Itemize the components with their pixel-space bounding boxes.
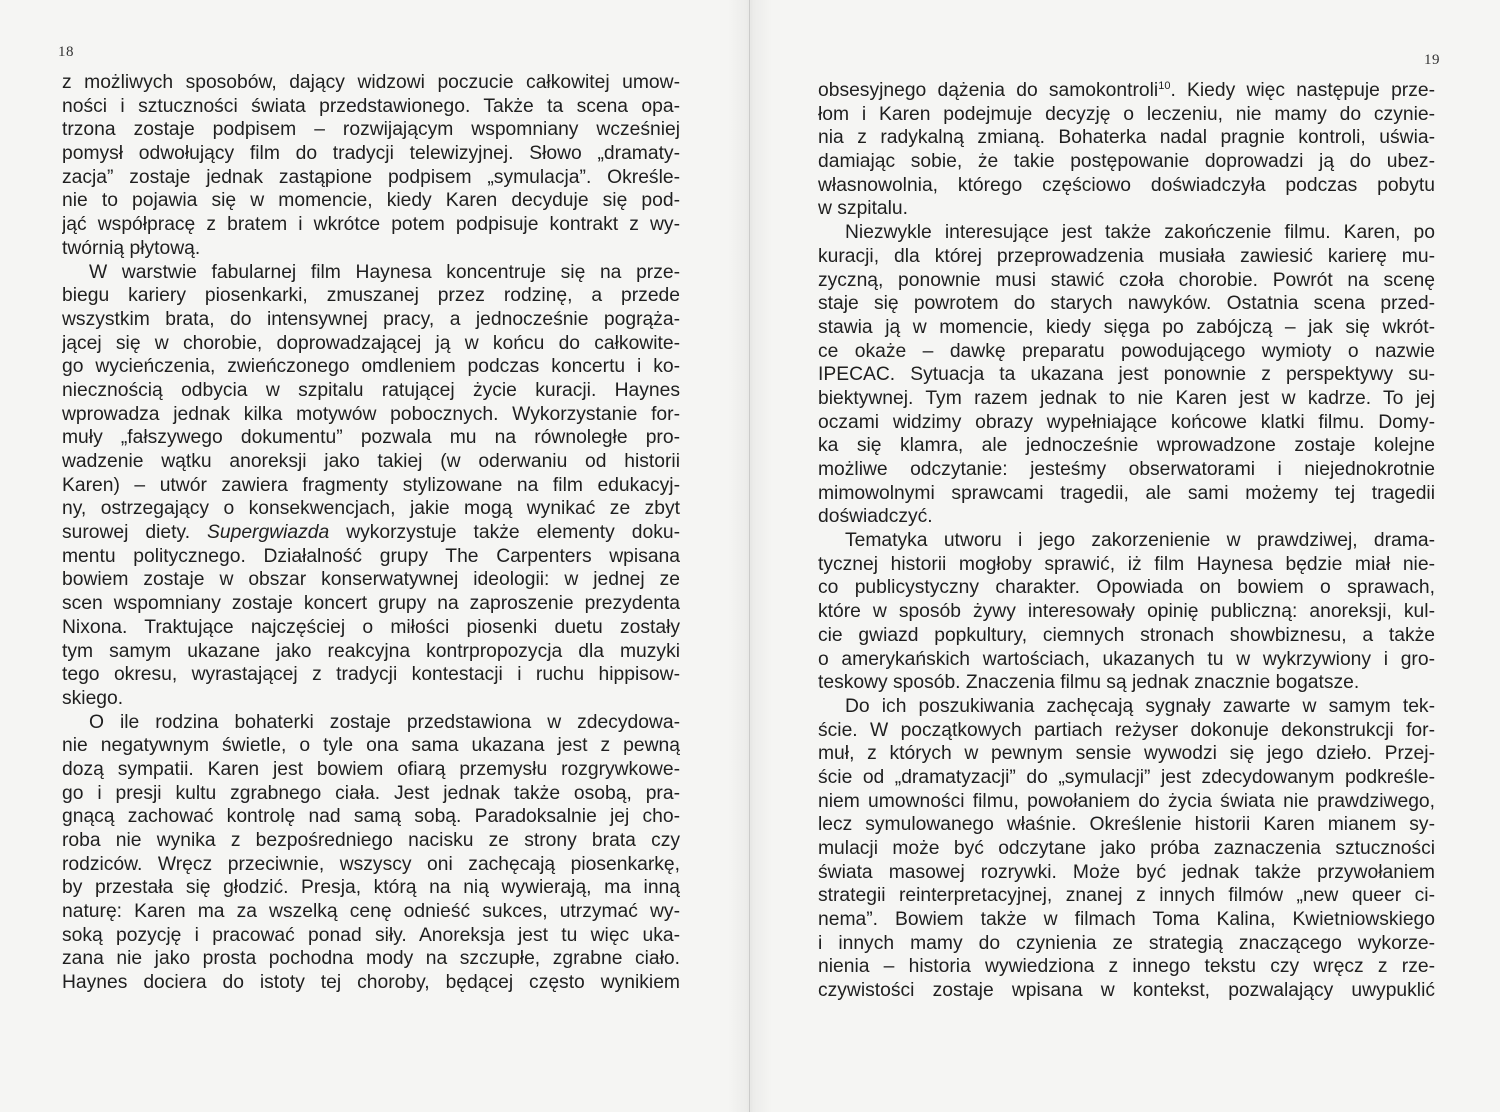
text-line bbox=[818, 387, 1435, 411]
text-line bbox=[62, 450, 680, 474]
text-line bbox=[818, 269, 1435, 293]
text-line bbox=[818, 955, 1435, 979]
text-run: bowiem zostaje w obszar konserwatywnej ideologii: w jednej ze bbox=[62, 569, 680, 591]
text-line bbox=[62, 379, 680, 403]
text-run: zyczną, ponownie musi stawić czoła chorobie. Powrót na scenę bbox=[818, 269, 1435, 291]
text-line bbox=[62, 876, 680, 900]
text-run: surowej diety. bbox=[62, 522, 208, 544]
page-number: 18 bbox=[58, 44, 74, 60]
text-line bbox=[62, 71, 680, 95]
text-line bbox=[818, 316, 1435, 340]
text-run: Karen) – utwór zawiera fragmenty stylizowane na film edukacyj- bbox=[62, 474, 680, 496]
text-line bbox=[62, 403, 680, 427]
text-run: wadzenie wątku anoreksji jako takiej (w oderwaniu od historii bbox=[62, 451, 680, 472]
text-run: ście. W początkowych partiach reżyser dokonuje dekonstrukcji for- bbox=[818, 719, 1435, 741]
text-line bbox=[818, 576, 1435, 600]
text-line bbox=[818, 932, 1435, 956]
text-run: tycznej historii mogłoby sprawić, iż film Haynesa będzie miał nie- bbox=[818, 553, 1435, 575]
text-run: w szpitalu. bbox=[818, 198, 909, 220]
text-line bbox=[62, 947, 680, 971]
text-run: lecz symulowanego właśnie. Określenie historii Karen mianem sy- bbox=[818, 814, 1435, 836]
text-run: ce okaże – dawkę preparatu powodującego wymioty o nazwie bbox=[818, 340, 1435, 362]
text-line bbox=[62, 592, 680, 616]
text-run: skiego. bbox=[62, 687, 124, 709]
text-run: Nixona. Traktujące najczęściej o miłości piosenki duetu zostały bbox=[62, 616, 680, 638]
text-run: muł, z których w pewnym sensie wywodzi się jego dzieło. Przej- bbox=[818, 743, 1435, 765]
text-line bbox=[62, 758, 680, 782]
text-line bbox=[818, 505, 1435, 529]
text-run: biegu kariery piosenkarki, zmuszanej przez rodzinę, a przede bbox=[62, 285, 680, 307]
text-run: W warstwie fabularnej film Haynesa koncentruje się na prze- bbox=[89, 261, 680, 283]
text-line bbox=[818, 861, 1435, 885]
text-line bbox=[62, 521, 680, 545]
text-run: możliwe odczytanie: jesteśmy obserwatorami i niejednokrotnie bbox=[818, 459, 1435, 480]
text-run: ka się klamra, ale jednocześnie wprowadzone zostaje kolejne bbox=[818, 435, 1435, 457]
text-line bbox=[62, 474, 680, 498]
page-number: 19 bbox=[1424, 52, 1440, 68]
text-run: O ile rodzina bohaterki zostaje przedstawiona w zdecydowa- bbox=[89, 711, 680, 733]
text-run: mentu politycznego. Działalność grupy The Carpenters wpisana bbox=[62, 545, 680, 567]
text-line bbox=[818, 624, 1435, 648]
text-line bbox=[818, 695, 1435, 719]
text-line bbox=[62, 971, 680, 995]
text-run: wykorzystuje także elementy doku- bbox=[329, 522, 680, 544]
text-line bbox=[62, 900, 680, 924]
text-line bbox=[818, 292, 1435, 316]
text-line bbox=[818, 103, 1435, 127]
text-line bbox=[818, 766, 1435, 790]
text-run: jącej się w chorobie, doprowadzającej ją w końcu do całkowite- bbox=[62, 332, 680, 354]
text-line bbox=[62, 782, 680, 806]
text-line bbox=[818, 884, 1435, 908]
text-line bbox=[62, 924, 680, 948]
text-line bbox=[62, 261, 680, 285]
text-run: IPECAC. Sytuacja ta ukazana jest ponownie z perspektywy su- bbox=[818, 364, 1435, 386]
text-run: Do ich poszukiwania zachęcają sygnały zawarte w samym tek- bbox=[845, 695, 1435, 717]
text-line bbox=[62, 166, 680, 190]
text-line bbox=[818, 363, 1435, 387]
text-line bbox=[818, 790, 1435, 814]
text-run: cie gwiazd popkultury, ciemnych stronach showbiznesu, a także bbox=[818, 624, 1435, 646]
text-line bbox=[818, 813, 1435, 837]
text-line bbox=[818, 434, 1435, 458]
text-run: ście od „dramatyzacji” do „symulacji” jest zdecydowanym podkreśle- bbox=[818, 766, 1435, 788]
text-run: ności i sztuczności świata przedstawionego. Także ta scena opa- bbox=[62, 95, 680, 117]
text-run: naturę: Karen ma za wszelką cenę odnieść sukces, utrzymać wy- bbox=[62, 901, 680, 923]
text-line bbox=[62, 616, 680, 640]
text-line bbox=[62, 687, 680, 711]
text-run: tego okresu, wyrastającej z tradycji kontestacji i ruchu hippisow- bbox=[62, 664, 680, 686]
text-line bbox=[818, 411, 1435, 435]
text-run: nia z radykalną zmianą. Bohaterka nadal pragnie kontroli, uświa- bbox=[818, 127, 1435, 149]
text-line bbox=[62, 568, 680, 592]
text-line bbox=[62, 355, 680, 379]
text-run: doświadczyć. bbox=[818, 506, 933, 528]
text-run: obsesyjnego dążenia do samokontroli bbox=[818, 80, 1159, 101]
text-run: . Kiedy więc następuje prze- bbox=[1170, 80, 1435, 101]
text-line bbox=[62, 829, 680, 853]
text-run: ny, ostrzegający o konsekwencjach, jakie mogą wynikać ze zbyt bbox=[62, 498, 680, 520]
text-run: tym samym ukazane jako reakcyjna kontrpropozycja dla muzyki bbox=[62, 640, 680, 662]
text-line bbox=[62, 497, 680, 521]
footnote-marker: 10 bbox=[1158, 80, 1171, 92]
text-run: świata masowej rozrywki. Może być jednak także przywołaniem bbox=[818, 861, 1435, 883]
text-run: Tematyka utworu i jego zakorzenienie w prawdziwej, drama- bbox=[845, 530, 1435, 552]
text-run: teskowy sposób. Znaczenia filmu są jednak znacznie bogatsze. bbox=[818, 672, 1360, 694]
text-run: zana nie jako prosta pochodna mody na szczupłe, zgrabne ciało. bbox=[62, 948, 680, 970]
text-run: dozą sympatii. Karen jest bowiem ofiarą przemysłu rozgrywkowe- bbox=[62, 758, 680, 780]
text-run: roba nie wynika z bezpośredniego nacisku ze strony brata czy bbox=[62, 830, 680, 851]
text-line bbox=[818, 837, 1435, 861]
text-run: biektywnej. Tym razem jednak to nie Karen jest w kadrze. To jej bbox=[818, 387, 1435, 409]
text-run: strategii reinterpretacyjnej, znanej z innych filmów „new queer ci- bbox=[818, 885, 1435, 907]
text-line bbox=[818, 340, 1435, 364]
text-run: Niezwykle interesujące jest także zakończenie filmu. Karen, po bbox=[845, 222, 1435, 244]
text-run: niecznością odbycia w szpitalu ratującej życie kuracji. Haynes bbox=[62, 379, 680, 401]
text-run: łom i Karen podejmuje decyzję o leczeniu, nie mamy do czynie- bbox=[818, 103, 1435, 125]
gutter-line bbox=[749, 0, 750, 1112]
text-line bbox=[818, 126, 1435, 150]
text-line bbox=[62, 640, 680, 664]
text-line bbox=[62, 189, 680, 213]
text-line bbox=[818, 529, 1435, 553]
text-run: soką pozycję i pracować ponad siły. Anoreksja jest tu więc uka- bbox=[62, 924, 680, 946]
text-line bbox=[818, 458, 1435, 482]
text-line bbox=[818, 671, 1435, 695]
text-run: staje się powrotem do starych nawyków. Ostatnia scena przed- bbox=[818, 293, 1435, 315]
text-run: kuracji, dla której przeprowadzenia musiała zawiesić karierę mu- bbox=[818, 245, 1435, 267]
text-line bbox=[818, 742, 1435, 766]
text-line bbox=[62, 308, 680, 332]
text-run: zacja” zostaje jednak zastąpione podpisem „symulacja”. Określe- bbox=[62, 166, 680, 188]
text-run: jąć współpracę z bratem i wkrótce potem podpisuje kontrakt z wy- bbox=[62, 214, 680, 236]
text-run: Haynes dociera do istoty tej choroby, będącej często wynikiem bbox=[62, 972, 680, 994]
text-run: i innych mamy do czynienia ze strategią znaczącego wykorze- bbox=[818, 932, 1435, 954]
text-line bbox=[818, 174, 1435, 198]
text-run: niem umowności filmu, powołaniem do życia świata nie prawdziwego, bbox=[818, 790, 1435, 812]
text-line bbox=[62, 545, 680, 569]
text-line bbox=[62, 237, 680, 261]
text-run: wszystkim brata, do intensywnej pracy, a jednocześnie pogrąża- bbox=[62, 308, 680, 330]
text-run: twórnią płytową. bbox=[62, 237, 201, 259]
body-text bbox=[62, 71, 680, 995]
text-line bbox=[62, 95, 680, 119]
text-run: pomysł odwołujący film do tradycji telewizyjnej. Słowo „dramaty- bbox=[62, 143, 680, 165]
text-line bbox=[818, 908, 1435, 932]
text-run: scen wspomniany zostaje koncert grupy na zaproszenie prezydenta bbox=[62, 593, 680, 615]
text-run: gnącą zachować kontrolę nad samą sobą. Paradoksalnie jej cho- bbox=[62, 806, 680, 828]
text-run: mimowolnymi sprawcami tragedii, ale sami możemy tej tragedii bbox=[818, 482, 1435, 504]
text-line bbox=[818, 979, 1435, 1003]
text-line bbox=[818, 197, 1435, 221]
text-line bbox=[818, 719, 1435, 743]
text-run: nienia – historia wywiedziona z innego tekstu czy wręcz z rze- bbox=[818, 956, 1435, 978]
text-run: go wycieńczenia, zwieńczonego omdleniem podczas koncertu i ko- bbox=[62, 356, 680, 378]
text-line bbox=[62, 663, 680, 687]
text-run: własnowolnia, którego częściowo doświadczyła podczas pobytu bbox=[818, 174, 1435, 196]
text-run: o amerykańskich wartościach, ukazanych tu w wykrzywiony i gro- bbox=[818, 648, 1435, 670]
text-line bbox=[62, 853, 680, 877]
text-line bbox=[62, 426, 680, 450]
text-line bbox=[818, 553, 1435, 577]
text-run: co publicystyczny charakter. Opowiada on bowiem o sprawach, bbox=[818, 577, 1435, 599]
text-line bbox=[818, 482, 1435, 506]
text-line bbox=[62, 284, 680, 308]
text-run: nie negatywnym świetle, o tyle ona sama ukazana jest z pewną bbox=[62, 735, 680, 757]
right-page bbox=[750, 0, 1500, 1112]
text-run: z możliwych sposobów, dający widzowi poczucie całkowitej umow- bbox=[62, 72, 680, 93]
text-line bbox=[818, 648, 1435, 672]
text-line bbox=[62, 118, 680, 142]
text-run: czywistości zostaje wpisana w kontekst, pozwalający uwypuklić bbox=[818, 980, 1435, 1002]
text-line bbox=[62, 142, 680, 166]
text-line bbox=[62, 332, 680, 356]
text-run: rodziców. Wręcz przeciwnie, wszyscy oni zachęcają piosenkarkę, bbox=[62, 853, 680, 875]
text-run: wprowadza jednak kilka motywów pobocznych. Wykorzystanie for- bbox=[62, 403, 680, 425]
text-run: by przestała się głodzić. Presja, którą na nią wywierają, ma inną bbox=[62, 877, 680, 899]
text-line bbox=[818, 245, 1435, 269]
text-run: mulacji może być odczytane jako próba zaznaczenia sztuczności bbox=[818, 838, 1435, 859]
text-line bbox=[818, 79, 1435, 103]
text-line bbox=[62, 805, 680, 829]
body-text bbox=[818, 79, 1435, 1003]
text-run: nema”. Bowiem także w filmach Toma Kalina, Kwietniowskiego bbox=[818, 909, 1435, 931]
text-run: damiając sobie, że takie postępowanie doprowadzi ją do ubez- bbox=[818, 151, 1435, 173]
text-line bbox=[62, 711, 680, 735]
text-run: trzona zostaje podpisem – rozwijającym wspomniany wcześniej bbox=[62, 119, 680, 141]
text-line bbox=[62, 734, 680, 758]
text-run: stawia ją w momencie, kiedy sięga po zabójczą – jak się wkrót- bbox=[818, 316, 1435, 338]
text-line bbox=[818, 221, 1435, 245]
text-run: muły „fałszywego dokumentu” pozwala mu na równoległe pro- bbox=[62, 427, 680, 449]
text-run: oczami widzimy obrazy wypełniające końcowe klatki filmu. Domy- bbox=[818, 411, 1435, 433]
text-line bbox=[818, 600, 1435, 624]
text-line bbox=[818, 150, 1435, 174]
text-line bbox=[62, 213, 680, 237]
text-run: go i presji kultu zgrabnego ciała. Jest jednak także osobą, pra- bbox=[62, 782, 680, 804]
text-run: które w sposób żywy interesowały opinię publiczną: anoreksji, kul- bbox=[818, 601, 1435, 623]
italic-title: Supergwiazda bbox=[207, 522, 330, 544]
text-run: nie to pojawia się w momencie, kiedy Karen decyduje się pod- bbox=[62, 190, 680, 212]
